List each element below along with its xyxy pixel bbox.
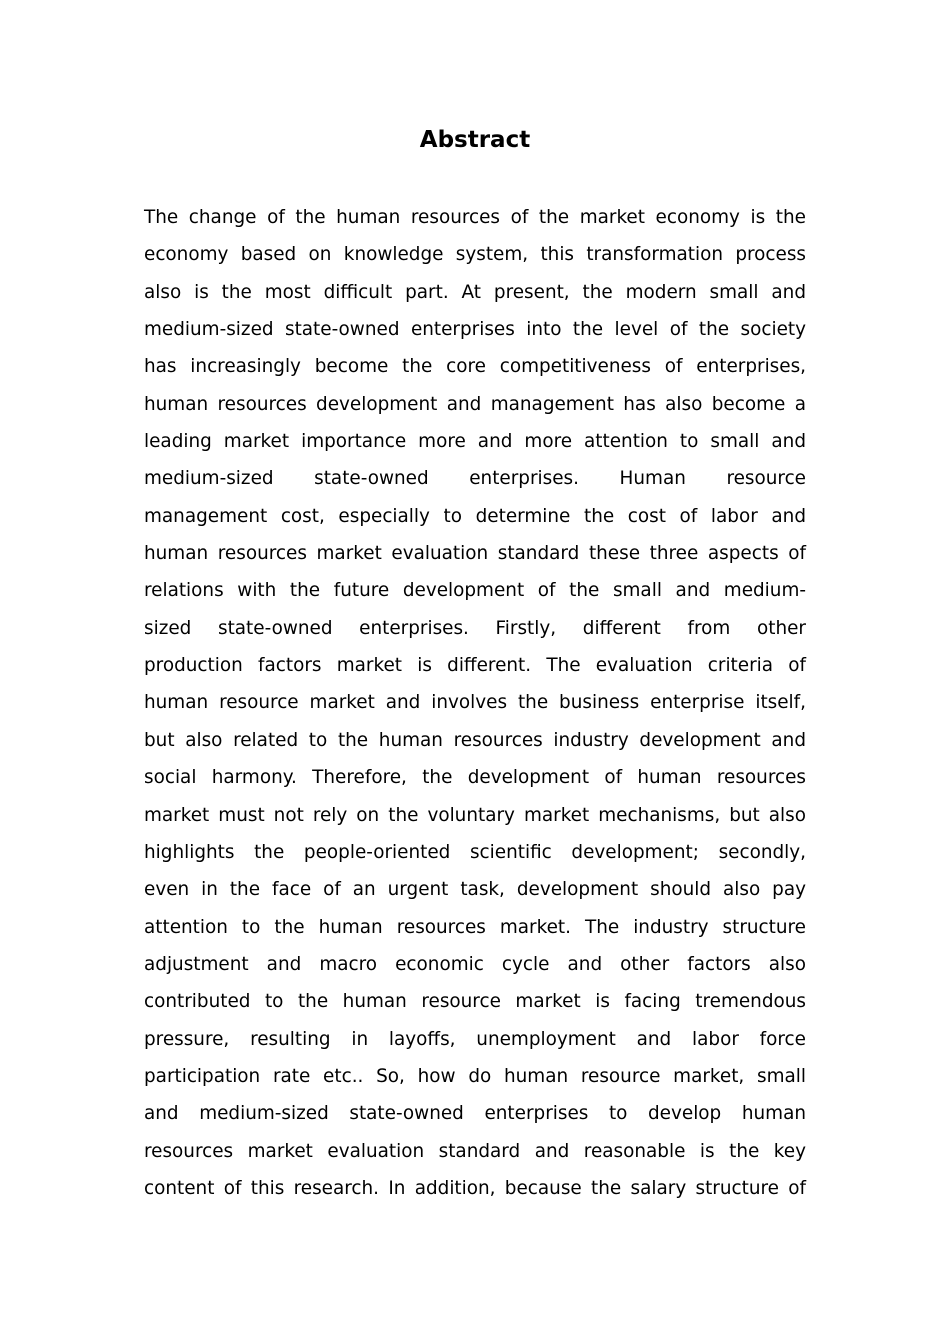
abstract-line: adjustment and macro economic cycle and other factors also xyxy=(144,953,806,975)
abstract-body xyxy=(144,199,806,1207)
abstract-line: contributed to the human resource market is facing tremendous xyxy=(144,991,806,1013)
abstract-line: highlights the people-oriented scientific development; secondly, xyxy=(144,841,806,863)
abstract-line: management cost, especially to determine the cost of labor and xyxy=(144,505,806,527)
abstract-line: but also related to the human resources industry development and xyxy=(144,729,806,751)
abstract-line: attention to the human resources market. The industry structure xyxy=(144,916,806,938)
abstract-line: medium-sized state-owned enterprises into the level of the society xyxy=(144,319,806,341)
abstract-line: relations with the future development of the small and medium- xyxy=(144,580,806,602)
page-title: Abstract xyxy=(419,127,531,153)
abstract-line: The change of the human resources of the market economy is the xyxy=(144,207,806,228)
abstract-line: and medium-sized state-owned enterprises to develop human xyxy=(144,1103,806,1125)
abstract-line: content of this research. In addition, because the salary structure of xyxy=(144,1177,806,1199)
abstract-line: has increasingly become the core competitiveness of enterprises, xyxy=(144,356,806,378)
abstract-line: even in the face of an urgent task, development should also pay xyxy=(144,879,806,901)
abstract-line: social harmony. Therefore, the development of human resources xyxy=(144,767,806,789)
abstract-line: participation rate etc.. So, how do human resource market, small xyxy=(144,1065,806,1087)
abstract-line: sized state-owned enterprises. Firstly, different from other xyxy=(144,617,806,639)
abstract-line: medium-sized state-owned enterprises. Human resource xyxy=(144,468,806,490)
abstract-line: leading market importance more and more attention to small and xyxy=(144,431,806,453)
abstract-line: human resource market and involves the business enterprise itself, xyxy=(144,692,806,714)
abstract-line: production factors market is different. The evaluation criteria of xyxy=(144,655,806,677)
abstract-line: human resources development and management has also become a xyxy=(144,393,806,415)
abstract-line: resources market evaluation standard and reasonable is the key xyxy=(144,1140,806,1162)
abstract-line: human resources market evaluation standard these three aspects of xyxy=(144,543,806,565)
abstract-line: also is the most difficult part. At present, the modern small and xyxy=(144,281,806,303)
abstract-line: market must not rely on the voluntary market mechanisms, but also xyxy=(144,804,806,826)
abstract-line: pressure, resulting in layoffs, unemployment and labor force xyxy=(144,1028,806,1050)
abstract-line: economy based on knowledge system, this transformation process xyxy=(144,244,806,266)
